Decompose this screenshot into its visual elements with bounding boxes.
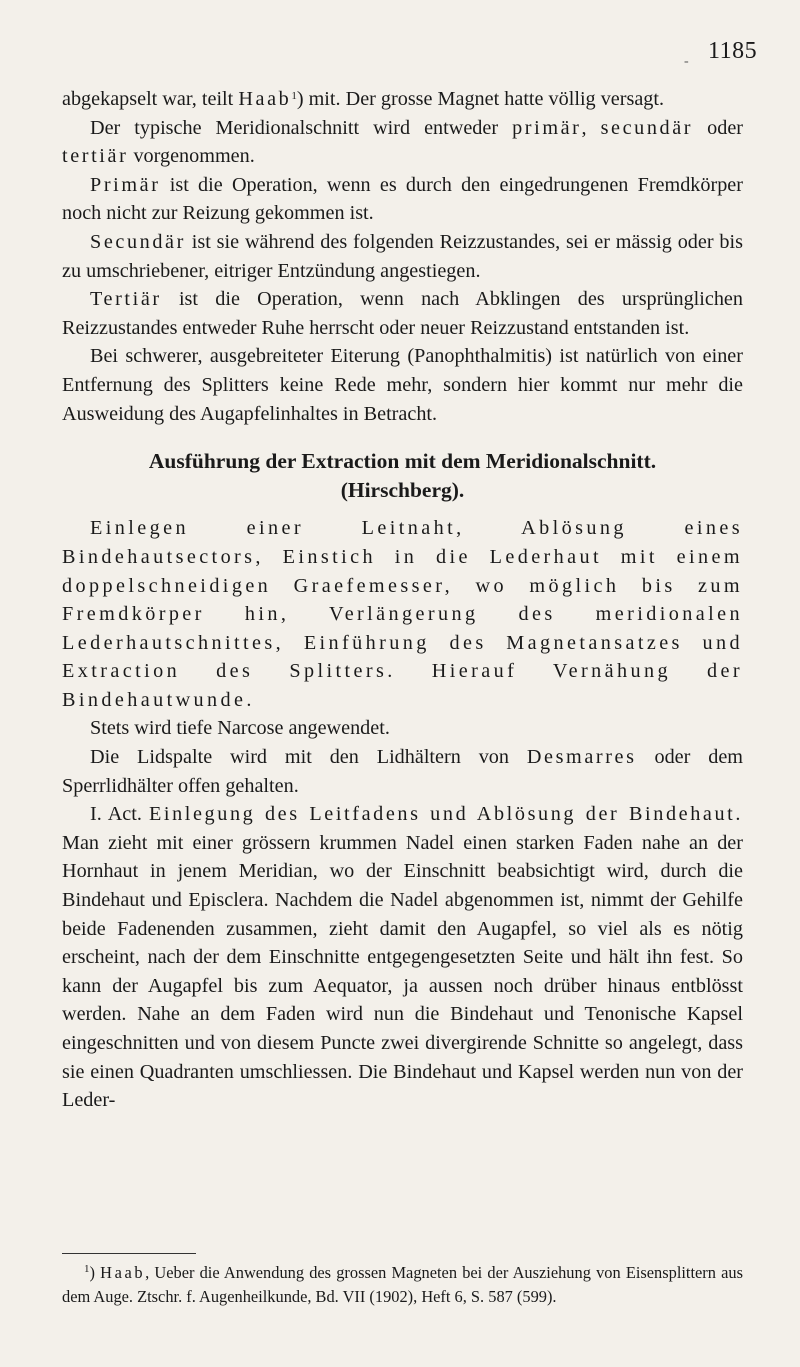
paragraph-4: Secundär ist sie während des folgenden Reizzustandes, sei er mässig oder bis zu umschriebener, eitriger Entzündung angestiegen.: [62, 230, 743, 282]
paragraph-5: Tertiär ist die Operation, wenn nach Abklingen des ursprünglichen Reizzustandes entweder Ruhe herrscht oder neuer Reizzustand entstanden ist.: [62, 288, 743, 339]
author-name: Haab: [238, 88, 292, 110]
paragraph-summary: Einlegen einer Leitnaht, Ablösung eines Bindehautsectors, Einstich in die Lederhaut mit einem doppelschneidigen Graefemesser, wo möglich bis zum Fremdkörper hin, Verlängerung des meridionalen Lederhautschnittes, Einführung des Magnetansatzes und Extraction des Splitters. Hierauf Vernähung der Bindehautwunde.: [62, 517, 743, 711]
paragraph-narcose: Stets wird tiefe Narcose angewendet.: [90, 717, 390, 740]
paragraph-lidspalte: Die Lidspalte wird mit den Lidhältern von Desmarres oder dem Sperrlidhälter offen gehalten.: [62, 746, 743, 797]
paragraph-1: abgekapselt war, teilt Haab$^1$) mit. Der grosse Magnet hatte völlig versagt.: [62, 88, 665, 110]
body-text: [62, 85, 743, 1115]
footnote-text: , Ueber die Anwendung des grossen Magneten bei der Ausziehung von Eisensplittern aus dem Auge. Ztschr. f. Augenheilkunde, Bd. VII (1902), Heft 6, S. 587 (599).: [62, 1263, 743, 1306]
top-mark: -: [684, 54, 689, 69]
footnote-ref: 1: [291, 90, 297, 102]
paragraph-3: Primär ist die Operation, wenn es durch den eingedrungenen Fremdkörper noch nicht zur Reizung gekommen ist.: [62, 173, 743, 225]
footnote-author: Haab: [100, 1263, 146, 1282]
paragraph-2: Der typische Meridionalschnitt wird entweder primär, secundär oder tertiär vorgenommen.: [62, 116, 744, 168]
footnote-rule: [62, 1253, 196, 1254]
paragraph-6: Bei schwerer, ausgebreiteter Eiterung (Panophthalmitis) ist natürlich von einer Entfernung des Splitters keine Rede mehr, sondern hier kommt nur mehr die Ausweidung des Augapfelinhaltes in Betracht.: [62, 345, 743, 425]
footnote: $^1$) Haab, Ueber die Anwendung des grossen Magneten bei der Ausziehung von Eisensplittern aus dem Auge. Ztschr. f. Augenheilkunde, Bd. VII (1902), Heft 6, S. 587 (599).: [62, 1263, 743, 1306]
section-heading: [62, 447, 743, 504]
page-number: 1185: [708, 38, 758, 64]
paragraph-act-1: I. Act. Einlegung des Leitfadens und Ablösung der Bindehaut. Man zieht mit einer grössern krummen Nadel einen starken Faden nahe an der Hornhaut in jenem Meridian, wo der Einschnitt beabsichtigt wird, durch die Bindehaut und Episclera. Nachdem die Nadel abgenommen ist, nimmt der Gehilfe beide Fadenenden zusammen, zieht damit den Augapfel, so viel als es nötig erscheint, nach der dem Einschnitte entgegengesetzten Seite und hält ihn fest. So kann der Augapfel bis zum Aequator, ja aussen noch drüber hinaus entblösst werden. Nahe an dem Faden wird nun die Bindehaut und Tenonische Kapsel eingeschnitten und von diesem Puncte zwei divergirende Schnitte so angelegt, dass sie einen Quadranten umschliessen. Die Bindehaut und Kapsel werden nun von der Leder-: [62, 803, 743, 1112]
heading-line-2: (Hirschberg).: [340, 477, 465, 502]
footnote-marker: 1: [84, 1263, 90, 1275]
heading-line-1: Ausführung der Extraction mit dem Meridionalschnitt.: [148, 449, 657, 474]
